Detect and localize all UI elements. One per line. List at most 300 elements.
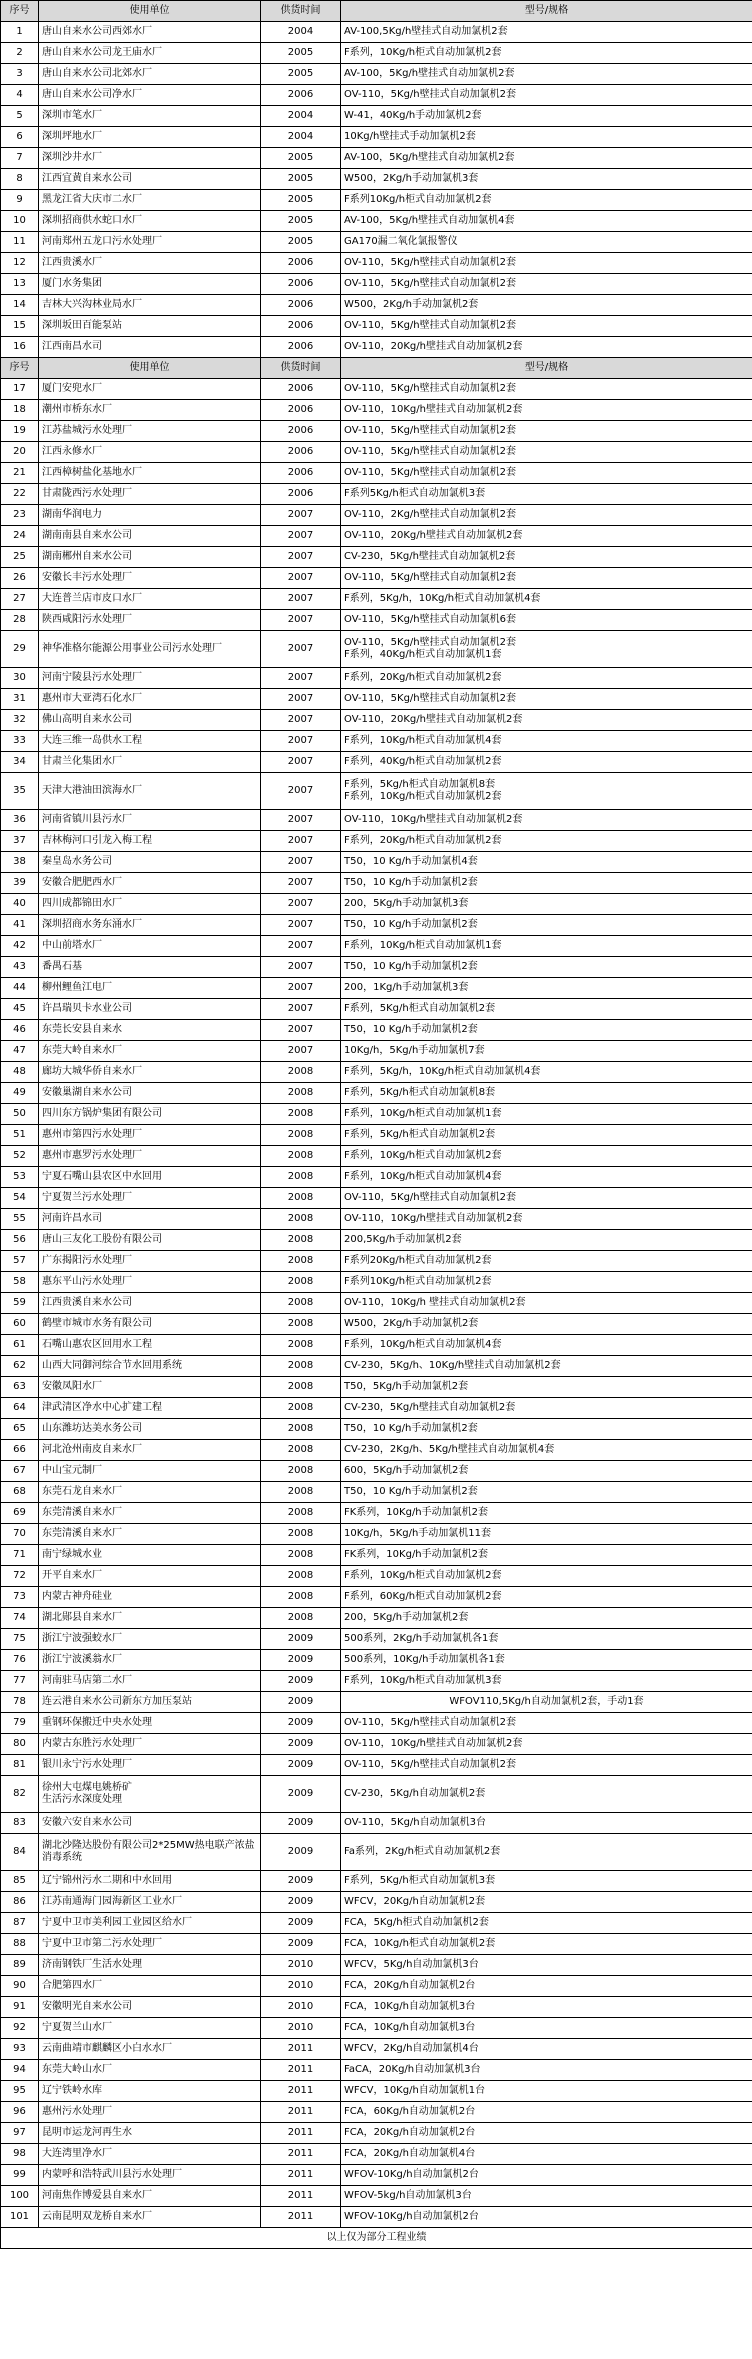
row-spec: F系列10Kg/h柜式自动加氯机2套 xyxy=(341,190,752,211)
row-date: 2009 xyxy=(261,1755,341,1776)
row-no: 17 xyxy=(1,379,39,400)
row-unit: 大连普兰店市皮口水厂 xyxy=(39,589,261,610)
row-spec: FCA，20Kg/h自动加氯机2台 xyxy=(341,2123,752,2144)
row-date: 2007 xyxy=(261,852,341,873)
row-no: 89 xyxy=(1,1955,39,1976)
table-row xyxy=(1,631,752,668)
table-row xyxy=(1,1083,752,1104)
row-date: 2008 xyxy=(261,1293,341,1314)
row-date: 2011 xyxy=(261,2081,341,2102)
table-row xyxy=(1,1524,752,1545)
row-no: 65 xyxy=(1,1419,39,1440)
header-row xyxy=(1,1,752,22)
table-row xyxy=(1,2081,752,2102)
row-no: 12 xyxy=(1,253,39,274)
row-no: 55 xyxy=(1,1209,39,1230)
row-spec: W500，2Kg/h手动加氯机2套 xyxy=(341,295,752,316)
row-date: 2007 xyxy=(261,568,341,589)
table-row xyxy=(1,957,752,978)
row-no: 92 xyxy=(1,2018,39,2039)
row-unit: 江西永修水厂 xyxy=(39,442,261,463)
row-unit: 东莞大岭自来水厂 xyxy=(39,1041,261,1062)
row-date: 2007 xyxy=(261,689,341,710)
row-spec: OV-110，5Kg/h壁挂式自动加氯机2套 xyxy=(341,689,752,710)
row-spec: OV-110，10Kg/h壁挂式自动加氯机2套 xyxy=(341,810,752,831)
table-row xyxy=(1,1104,752,1125)
row-no: 72 xyxy=(1,1566,39,1587)
row-spec: OV-110，5Kg/h壁挂式自动加氯机2套 xyxy=(341,316,752,337)
row-unit: 东莞大岭山水厂 xyxy=(39,2060,261,2081)
row-spec: F系列，5Kg/h，10Kg/h柜式自动加氯机4套 xyxy=(341,589,752,610)
row-unit: 深圳市笔水厂 xyxy=(39,106,261,127)
row-spec: F系列，10Kg/h柜式自动加氯机3套 xyxy=(341,1671,752,1692)
row-unit: 黑龙江省大庆市二水厂 xyxy=(39,190,261,211)
row-date: 2007 xyxy=(261,547,341,568)
row-no: 30 xyxy=(1,668,39,689)
row-no: 51 xyxy=(1,1125,39,1146)
row-no: 3 xyxy=(1,64,39,85)
table-row xyxy=(1,589,752,610)
table-row xyxy=(1,1834,752,1871)
row-date: 2005 xyxy=(261,211,341,232)
row-date: 2007 xyxy=(261,873,341,894)
row-date: 2011 xyxy=(261,2144,341,2165)
row-date: 2007 xyxy=(261,589,341,610)
row-spec: CV-230，5Kg/h、10Kg/h壁挂式自动加氯机2套 xyxy=(341,1356,752,1377)
row-no: 44 xyxy=(1,978,39,999)
row-no: 2 xyxy=(1,43,39,64)
row-unit: 中山宝元制厂 xyxy=(39,1461,261,1482)
table-row xyxy=(1,1230,752,1251)
row-spec: T50，10 Kg/h手动加氯机2套 xyxy=(341,1020,752,1041)
row-no: 19 xyxy=(1,421,39,442)
row-no: 39 xyxy=(1,873,39,894)
row-spec: OV-110，5Kg/h壁挂式自动加氯机2套 xyxy=(341,85,752,106)
row-spec: CV-230，2Kg/h、5Kg/h壁挂式自动加氯机4套 xyxy=(341,1440,752,1461)
row-date: 2008 xyxy=(261,1524,341,1545)
row-no: 49 xyxy=(1,1083,39,1104)
row-unit: 辽宁锦州污水二期和中水回用 xyxy=(39,1871,261,1892)
row-no: 32 xyxy=(1,710,39,731)
table-row xyxy=(1,1913,752,1934)
row-no: 29 xyxy=(1,631,39,668)
table-row xyxy=(1,190,752,211)
row-unit: 惠州市惠罗污水处理厂 xyxy=(39,1146,261,1167)
row-spec: FCA，10Kg/h自动加氯机3台 xyxy=(341,2018,752,2039)
row-spec: WFOV-10Kg/h自动加氯机2台 xyxy=(341,2165,752,2186)
row-no: 83 xyxy=(1,1813,39,1834)
row-date: 2006 xyxy=(261,421,341,442)
row-spec: OV-110，10Kg/h 壁挂式自动加氯机2套 xyxy=(341,1293,752,1314)
row-unit: 湖南华润电力 xyxy=(39,505,261,526)
row-spec: OV-110，5Kg/h壁挂式自动加氯机2套 xyxy=(341,1755,752,1776)
row-date: 2007 xyxy=(261,957,341,978)
row-no: 13 xyxy=(1,274,39,295)
row-spec: AV-100,5Kg/h壁挂式自动加氯机2套 xyxy=(341,22,752,43)
row-spec: F系列，10Kg/h柜式自动加氯机4套 xyxy=(341,731,752,752)
row-unit: 宁夏贺兰山水厂 xyxy=(39,2018,261,2039)
row-spec: FCA，60Kg/h自动加氯机2台 xyxy=(341,2102,752,2123)
row-unit: 许昌瑞贝卡水业公司 xyxy=(39,999,261,1020)
row-no: 21 xyxy=(1,463,39,484)
row-no: 95 xyxy=(1,2081,39,2102)
table-row xyxy=(1,2165,752,2186)
row-unit: 河南焦作博爱县自来水厂 xyxy=(39,2186,261,2207)
table-row xyxy=(1,295,752,316)
table-row xyxy=(1,1713,752,1734)
row-unit: 唐山自来水公司净水厂 xyxy=(39,85,261,106)
row-spec: WFCV，20Kg/h自动加氯机2套 xyxy=(341,1892,752,1913)
row-date: 2008 xyxy=(261,1083,341,1104)
row-unit: 安徽凤阳水厂 xyxy=(39,1377,261,1398)
row-unit: 安徽长丰污水处理厂 xyxy=(39,568,261,589)
table-row xyxy=(1,442,752,463)
row-spec: F系列，10Kg/h柜式自动加氯机4套 xyxy=(341,1335,752,1356)
row-date: 2006 xyxy=(261,442,341,463)
row-spec: OV-110，5Kg/h壁挂式自动加氯机2套 xyxy=(341,379,752,400)
row-spec: OV-110，10Kg/h壁挂式自动加氯机2套 xyxy=(341,1209,752,1230)
row-date: 2008 xyxy=(261,1272,341,1293)
row-no: 100 xyxy=(1,2186,39,2207)
table-row xyxy=(1,1629,752,1650)
table-row xyxy=(1,1419,752,1440)
row-spec: OV-110，2Kg/h壁挂式自动加氯机2套 xyxy=(341,505,752,526)
row-no: 53 xyxy=(1,1167,39,1188)
table-row xyxy=(1,64,752,85)
row-spec: CV-230，5Kg/h壁挂式自动加氯机2套 xyxy=(341,1398,752,1419)
row-no: 28 xyxy=(1,610,39,631)
table-row xyxy=(1,936,752,957)
row-spec: OV-110，20Kg/h壁挂式自动加氯机2套 xyxy=(341,710,752,731)
row-date: 2006 xyxy=(261,253,341,274)
row-unit: 石嘴山惠农区回用水工程 xyxy=(39,1335,261,1356)
table-row xyxy=(1,1062,752,1083)
row-no: 22 xyxy=(1,484,39,505)
row-unit: 惠州市大亚湾石化水厂 xyxy=(39,689,261,710)
row-unit: 重钢环保搬迁中央水处理 xyxy=(39,1713,261,1734)
row-no: 97 xyxy=(1,2123,39,2144)
table-row xyxy=(1,316,752,337)
row-date: 2008 xyxy=(261,1566,341,1587)
row-unit: 陕西咸阳污水处理厂 xyxy=(39,610,261,631)
row-spec: F系列，10Kg/h柜式自动加氯机2套 xyxy=(341,1566,752,1587)
row-unit: 深圳沙井水厂 xyxy=(39,148,261,169)
table-row xyxy=(1,1871,752,1892)
row-unit: 银川永宁污水处理厂 xyxy=(39,1755,261,1776)
row-spec: F系列，40Kg/h柜式自动加氯机2套 xyxy=(341,752,752,773)
row-no: 80 xyxy=(1,1734,39,1755)
table-row xyxy=(1,1293,752,1314)
row-no: 93 xyxy=(1,2039,39,2060)
row-date: 2007 xyxy=(261,773,341,810)
row-no: 79 xyxy=(1,1713,39,1734)
row-unit: 内蒙古东胜污水处理厂 xyxy=(39,1734,261,1755)
table-row xyxy=(1,978,752,999)
table-row xyxy=(1,1734,752,1755)
table-row xyxy=(1,484,752,505)
row-no: 101 xyxy=(1,2207,39,2228)
row-date: 2011 xyxy=(261,2039,341,2060)
row-unit: 山西大同御河综合节水回用系统 xyxy=(39,1356,261,1377)
row-spec: OV-110，5Kg/h壁挂式自动加氯机2套 xyxy=(341,1713,752,1734)
row-unit: 河南郑州五龙口污水处理厂 xyxy=(39,232,261,253)
row-no: 58 xyxy=(1,1272,39,1293)
row-spec: WFCV，10Kg/h自动加氯机1台 xyxy=(341,2081,752,2102)
row-date: 2009 xyxy=(261,1650,341,1671)
row-spec: 200，5Kg/h手动加氯机3套 xyxy=(341,894,752,915)
row-date: 2008 xyxy=(261,1125,341,1146)
row-date: 2007 xyxy=(261,526,341,547)
row-unit: 东莞长安县自来水 xyxy=(39,1020,261,1041)
row-no: 78 xyxy=(1,1692,39,1713)
row-spec: F系列，5Kg/h柜式自动加氯机8套 F系列，10Kg/h柜式自动加氯机2套 xyxy=(341,773,752,810)
row-unit: 河南许昌水司 xyxy=(39,1209,261,1230)
table-row xyxy=(1,568,752,589)
row-date: 2007 xyxy=(261,936,341,957)
row-spec: T50，10 Kg/h手动加氯机2套 xyxy=(341,1419,752,1440)
table-row xyxy=(1,1997,752,2018)
row-spec: GA170漏二氧化氯报警仪 xyxy=(341,232,752,253)
row-date: 2006 xyxy=(261,85,341,106)
row-spec: Fa系列，2Kg/h柜式自动加氯机2套 xyxy=(341,1834,752,1871)
row-no: 61 xyxy=(1,1335,39,1356)
row-unit: 宁夏中卫市美利园工业园区给水厂 xyxy=(39,1913,261,1934)
row-no: 85 xyxy=(1,1871,39,1892)
row-spec: T50，5Kg/h手动加氯机2套 xyxy=(341,1377,752,1398)
table-row xyxy=(1,1892,752,1913)
row-date: 2008 xyxy=(261,1398,341,1419)
header-date: 供货时间 xyxy=(261,1,341,22)
row-unit: 厦门安兜水厂 xyxy=(39,379,261,400)
row-unit: 东莞清溪自来水厂 xyxy=(39,1524,261,1545)
row-spec: F系列10Kg/h柜式自动加氯机2套 xyxy=(341,1272,752,1293)
table-row xyxy=(1,1125,752,1146)
row-spec: FK系列，10Kg/h手动加氯机2套 xyxy=(341,1545,752,1566)
row-spec: FCA，10Kg/h柜式自动加氯机2套 xyxy=(341,1934,752,1955)
row-no: 94 xyxy=(1,2060,39,2081)
row-unit: 广东揭阳污水处理厂 xyxy=(39,1251,261,1272)
row-unit: 中山前塔水厂 xyxy=(39,936,261,957)
row-date: 2006 xyxy=(261,484,341,505)
row-no: 52 xyxy=(1,1146,39,1167)
row-spec: T50，10 Kg/h手动加氯机2套 xyxy=(341,957,752,978)
row-unit: 使用单位 xyxy=(39,358,261,379)
row-spec: F系列，10Kg/h柜式自动加氯机4套 xyxy=(341,1167,752,1188)
row-date: 2006 xyxy=(261,295,341,316)
table-row xyxy=(1,1976,752,1997)
row-date: 2005 xyxy=(261,148,341,169)
table-row xyxy=(1,1587,752,1608)
table-row xyxy=(1,831,752,852)
table-row xyxy=(1,2207,752,2228)
row-unit: 深圳招商水务东涌水厂 xyxy=(39,915,261,936)
row-no: 37 xyxy=(1,831,39,852)
table-row xyxy=(1,148,752,169)
row-date: 2009 xyxy=(261,1834,341,1871)
row-unit: 宁夏中卫市第二污水处理厂 xyxy=(39,1934,261,1955)
row-spec: WFCV，5Kg/h自动加氯机3台 xyxy=(341,1955,752,1976)
table-row xyxy=(1,1545,752,1566)
row-no: 66 xyxy=(1,1440,39,1461)
row-spec: F系列，60Kg/h柜式自动加氯机2套 xyxy=(341,1587,752,1608)
table-row xyxy=(1,710,752,731)
row-date: 2008 xyxy=(261,1188,341,1209)
row-date: 2007 xyxy=(261,668,341,689)
row-no: 70 xyxy=(1,1524,39,1545)
table-row xyxy=(1,1813,752,1834)
row-date: 2009 xyxy=(261,1713,341,1734)
table-row xyxy=(1,1272,752,1293)
row-spec: F系列5Kg/h柜式自动加氯机3套 xyxy=(341,484,752,505)
row-spec: AV-100，5Kg/h壁挂式自动加氯机2套 xyxy=(341,64,752,85)
row-spec: OV-110，20Kg/h壁挂式自动加氯机2套 xyxy=(341,337,752,358)
table-row xyxy=(1,1377,752,1398)
row-spec: FCA，5Kg/h柜式自动加氯机2套 xyxy=(341,1913,752,1934)
row-spec: F系列，5Kg/h，10Kg/h柜式自动加氯机4套 xyxy=(341,1062,752,1083)
row-date: 2009 xyxy=(261,1913,341,1934)
row-spec: F系列，10Kg/h柜式自动加氯机2套 xyxy=(341,43,752,64)
table-row xyxy=(1,1314,752,1335)
row-unit: 安徽六安自来水公司 xyxy=(39,1813,261,1834)
row-unit: 河南驻马店第二水厂 xyxy=(39,1671,261,1692)
row-spec: F系列20Kg/h柜式自动加氯机2套 xyxy=(341,1251,752,1272)
row-spec: 500系列，10Kg/h手动加氯机各1套 xyxy=(341,1650,752,1671)
table-row xyxy=(1,1167,752,1188)
row-unit: 深圳招商供水蛇口水厂 xyxy=(39,211,261,232)
row-spec: 200，1Kg/h手动加氯机3套 xyxy=(341,978,752,999)
row-date: 2010 xyxy=(261,1997,341,2018)
row-no: 27 xyxy=(1,589,39,610)
row-spec: CV-230，5Kg/h壁挂式自动加氯机2套 xyxy=(341,547,752,568)
row-unit: 廊坊大城华侨自来水厂 xyxy=(39,1062,261,1083)
row-unit: 浙江宁波溪翁水厂 xyxy=(39,1650,261,1671)
row-date: 2008 xyxy=(261,1146,341,1167)
row-spec: AV-100，5Kg/h壁挂式自动加氯机4套 xyxy=(341,211,752,232)
table-row xyxy=(1,2018,752,2039)
table-row xyxy=(1,999,752,1020)
row-spec: OV-110，20Kg/h壁挂式自动加氯机2套 xyxy=(341,526,752,547)
table-row xyxy=(1,2039,752,2060)
row-date: 2010 xyxy=(261,1955,341,1976)
row-unit: 番禺石基 xyxy=(39,957,261,978)
row-unit: 江西贵溪水厂 xyxy=(39,253,261,274)
row-unit: 唐山三友化工股份有限公司 xyxy=(39,1230,261,1251)
row-spec: W500，2Kg/h手动加氯机3套 xyxy=(341,169,752,190)
row-no: 42 xyxy=(1,936,39,957)
table-row xyxy=(1,1461,752,1482)
row-no: 54 xyxy=(1,1188,39,1209)
row-no: 11 xyxy=(1,232,39,253)
table-row xyxy=(1,1934,752,1955)
row-date: 2007 xyxy=(261,894,341,915)
row-unit: 云南昆明双龙桥自来水厂 xyxy=(39,2207,261,2228)
row-date: 2008 xyxy=(261,1167,341,1188)
row-no: 99 xyxy=(1,2165,39,2186)
row-unit: 南宁绿城水业 xyxy=(39,1545,261,1566)
row-no: 9 xyxy=(1,190,39,211)
row-unit: 内蒙古神舟硅业 xyxy=(39,1587,261,1608)
row-spec: WFOV-5kg/h自动加氯机3台 xyxy=(341,2186,752,2207)
row-spec: OV-110，10Kg/h壁挂式自动加氯机2套 xyxy=(341,1734,752,1755)
row-unit: 湖北郧县自来水厂 xyxy=(39,1608,261,1629)
table-row xyxy=(1,1650,752,1671)
table-row xyxy=(1,610,752,631)
row-date: 2005 xyxy=(261,43,341,64)
row-spec: OV-110，5Kg/h壁挂式自动加氯机2套 xyxy=(341,568,752,589)
row-no: 69 xyxy=(1,1503,39,1524)
row-unit: 大连湾里净水厂 xyxy=(39,2144,261,2165)
table-row xyxy=(1,1251,752,1272)
row-date: 2006 xyxy=(261,379,341,400)
row-no: 59 xyxy=(1,1293,39,1314)
table-row xyxy=(1,1755,752,1776)
row-date: 2008 xyxy=(261,1251,341,1272)
table-row xyxy=(1,1776,752,1813)
row-no: 25 xyxy=(1,547,39,568)
row-unit: 津武清区净水中心扩建工程 xyxy=(39,1398,261,1419)
table-row xyxy=(1,731,752,752)
row-spec: FaCA，20Kg/h自动加氯机3台 xyxy=(341,2060,752,2081)
table-row xyxy=(1,169,752,190)
row-unit: 神华准格尔能源公用事业公司污水处理厂 xyxy=(39,631,261,668)
table-row xyxy=(1,1209,752,1230)
table-row xyxy=(1,915,752,936)
row-no: 67 xyxy=(1,1461,39,1482)
row-no: 64 xyxy=(1,1398,39,1419)
table-row xyxy=(1,1188,752,1209)
table-row xyxy=(1,852,752,873)
row-spec: F系列，10Kg/h柜式自动加氯机1套 xyxy=(341,1104,752,1125)
row-date: 2007 xyxy=(261,999,341,1020)
row-date: 2008 xyxy=(261,1230,341,1251)
table-row xyxy=(1,894,752,915)
table-row xyxy=(1,127,752,148)
table-row xyxy=(1,337,752,358)
row-no: 4 xyxy=(1,85,39,106)
row-unit: 山东潍坊达美水务公司 xyxy=(39,1419,261,1440)
row-no: 45 xyxy=(1,999,39,1020)
table-row xyxy=(1,547,752,568)
row-unit: 天津大港油田滨海水厂 xyxy=(39,773,261,810)
row-no: 10 xyxy=(1,211,39,232)
row-unit: 河北沧州南皮自来水厂 xyxy=(39,1440,261,1461)
table-row xyxy=(1,668,752,689)
header-unit: 使用单位 xyxy=(39,1,261,22)
row-unit: 佛山高明自来水公司 xyxy=(39,710,261,731)
row-unit: 济南钢铁厂生活水处理 xyxy=(39,1955,261,1976)
table-row xyxy=(1,1440,752,1461)
table-row xyxy=(1,253,752,274)
row-no: 41 xyxy=(1,915,39,936)
table-row xyxy=(1,2060,752,2081)
row-spec: T50，10 Kg/h手动加氯机4套 xyxy=(341,852,752,873)
row-date: 2006 xyxy=(261,463,341,484)
header-no: 序号 xyxy=(1,1,39,22)
row-unit: 湖北沙隆达股份有限公司2*25MW热电联产浓盐消毒系统 xyxy=(39,1834,261,1871)
row-date: 2006 xyxy=(261,316,341,337)
row-spec: 10Kg/h，5Kg/h手动加氯机11套 xyxy=(341,1524,752,1545)
table-row xyxy=(1,274,752,295)
row-unit: 柳州鲤鱼江电厂 xyxy=(39,978,261,999)
row-no: 88 xyxy=(1,1934,39,1955)
row-unit: 四川成都锦田水厂 xyxy=(39,894,261,915)
row-unit: 惠东平山污水处理厂 xyxy=(39,1272,261,1293)
row-no: 8 xyxy=(1,169,39,190)
table-row xyxy=(1,1041,752,1062)
row-date: 2011 xyxy=(261,2060,341,2081)
row-date: 2008 xyxy=(261,1587,341,1608)
table-row xyxy=(1,1146,752,1167)
